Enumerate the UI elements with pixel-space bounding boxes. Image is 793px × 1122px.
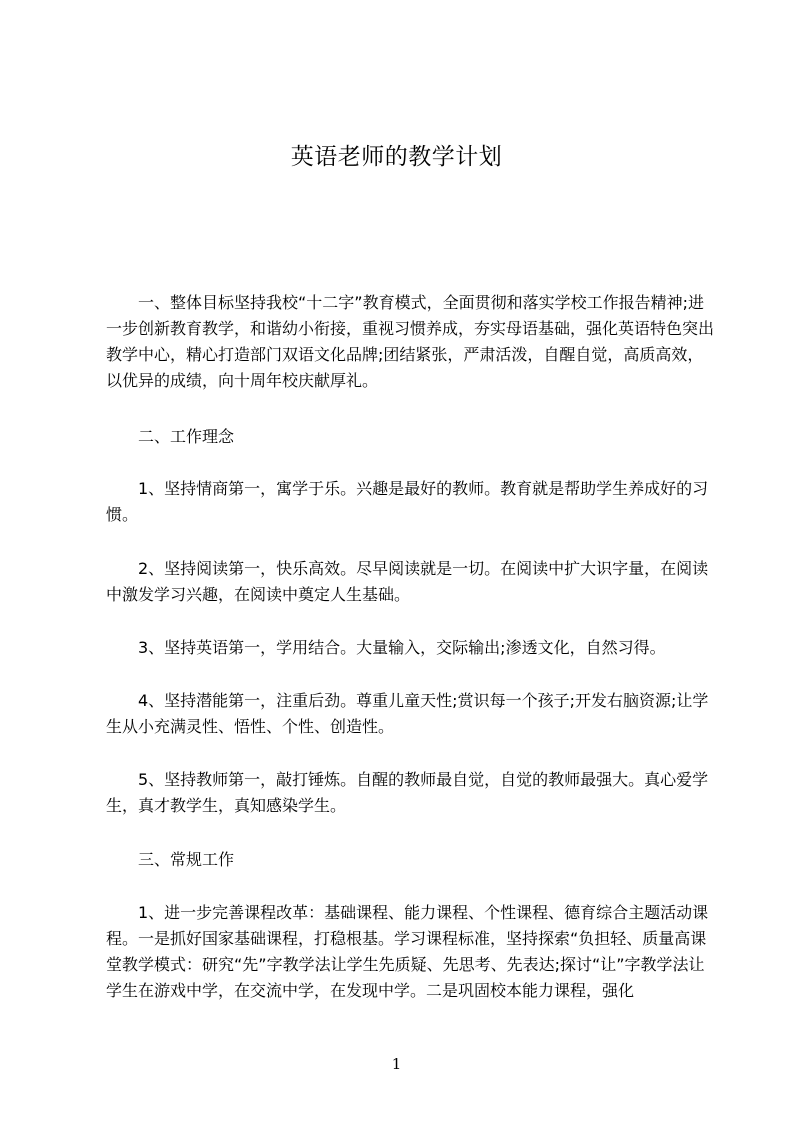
paragraph-principle-1: 1、坚持情商第一，寓学于乐。兴趣是最好的教师。教育就是帮助学生养成好的习惯。 bbox=[106, 479, 709, 524]
page-number: 1 bbox=[391, 1055, 402, 1073]
paragraph-overall-goal: 一、整体目标坚持我校“十二字”教育模式，全面贯彻和落实学校工作报告精神;进一步创新教育教学，和谐幼小衔接，重视习惯养成，夯实母语基础，强化英语特色突出教学中心，精心打造部门双语文化品牌;团结紧张，严肃活泼，自醒自觉，高质高效，以优异的成绩，向十周年校庆献厚礼。 bbox=[106, 293, 715, 390]
paragraph-principle-5: 5、坚持教师第一，敲打锤炼。自醒的教师最自觉，自觉的教师最强大。真心爱学生，真才教学生，真知感染学生。 bbox=[106, 770, 709, 815]
paragraph-principle-4: 4、坚持潜能第一，注重后劲。尊重儿童天性;赏识每一个孩子;开发右脑资源;让学生从小充满灵性、悟性、个性、创造性。 bbox=[106, 691, 709, 736]
section-heading-work-philosophy: 二、工作理念 bbox=[138, 427, 235, 446]
paragraph-principle-3: 3、坚持英语第一，学用结合。大量输入，交际输出;渗透文化，自然习得。 bbox=[138, 638, 666, 657]
section-heading-routine-work: 三、常规工作 bbox=[138, 850, 235, 869]
paragraph-curriculum-reform: 1、进一步完善课程改革：基础课程、能力课程、个性课程、德育综合主题活动课程。一是抓好国家基础课程，打稳根基。学习课程标准，坚持探索“负担轻、质量高课堂教学模式：研究“先”字教学法让学生先质疑、先思考、先表达;探讨“让”字教学法让学生在游戏中学，在交流中学，在发现中学。二是巩固校本能力课程，强化 bbox=[106, 903, 709, 1000]
document-title: 英语老师的教学计划 bbox=[290, 144, 503, 170]
paragraph-principle-2: 2、坚持阅读第一，快乐高效。尽早阅读就是一切。在阅读中扩大识字量，在阅读中激发学习兴趣，在阅读中奠定人生基础。 bbox=[106, 559, 709, 604]
